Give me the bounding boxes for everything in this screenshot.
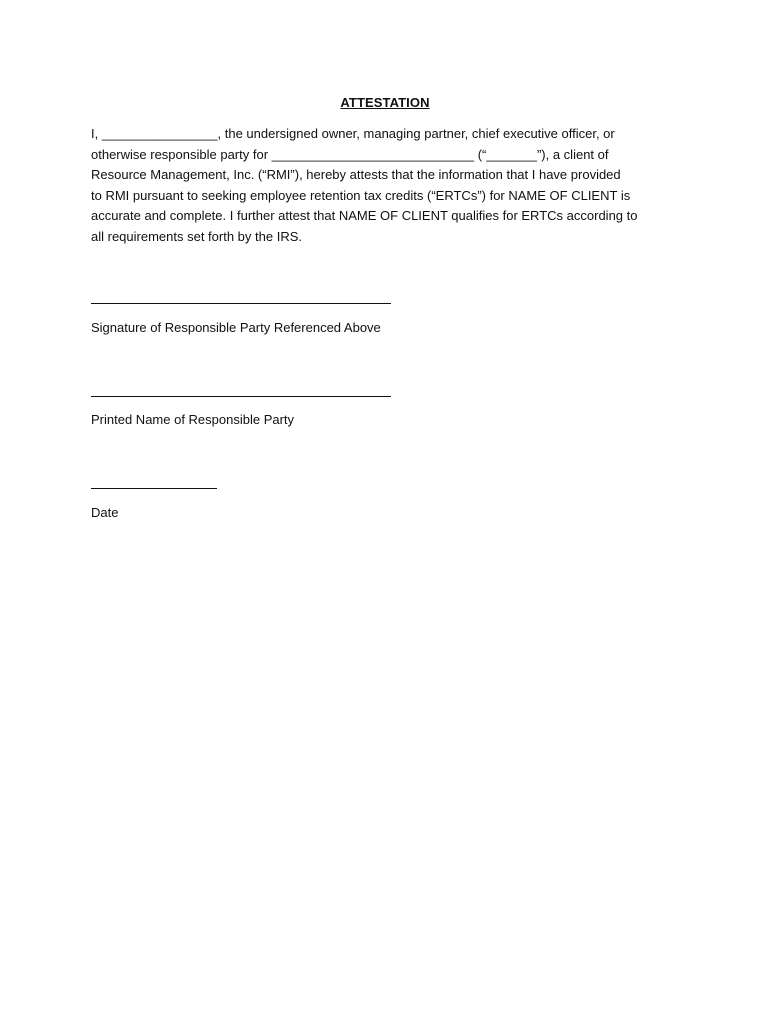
signature-line [91, 303, 391, 304]
date-line [91, 488, 217, 489]
document-title: ATTESTATION [340, 95, 430, 110]
paragraph-line: otherwise responsible party for ____________________________ (“_______”), a client of [91, 146, 609, 162]
attestation-paragraph [91, 124, 681, 247]
paragraph-line: I, ________________, the undersigned owner, managing partner, chief executive officer, or [91, 126, 615, 141]
signature-label: Signature of Responsible Party Referenced Above [91, 320, 381, 335]
printed-name-label: Printed Name of Responsible Party [91, 412, 295, 427]
date-label: Date [91, 505, 119, 520]
paragraph-line: Resource Management, Inc. (“RMI”), hereby attests that the information that I have provided [91, 167, 621, 182]
paragraph-line: all requirements set forth by the IRS. [91, 228, 302, 244]
paragraph-line: to RMI pursuant to seeking employee retention tax credits (“ERTCs”) for NAME OF CLIENT is [91, 187, 631, 203]
paragraph-line: accurate and complete. I further attest that NAME OF CLIENT qualifies for ERTCs according to [91, 208, 638, 223]
printed-name-line [91, 396, 391, 397]
